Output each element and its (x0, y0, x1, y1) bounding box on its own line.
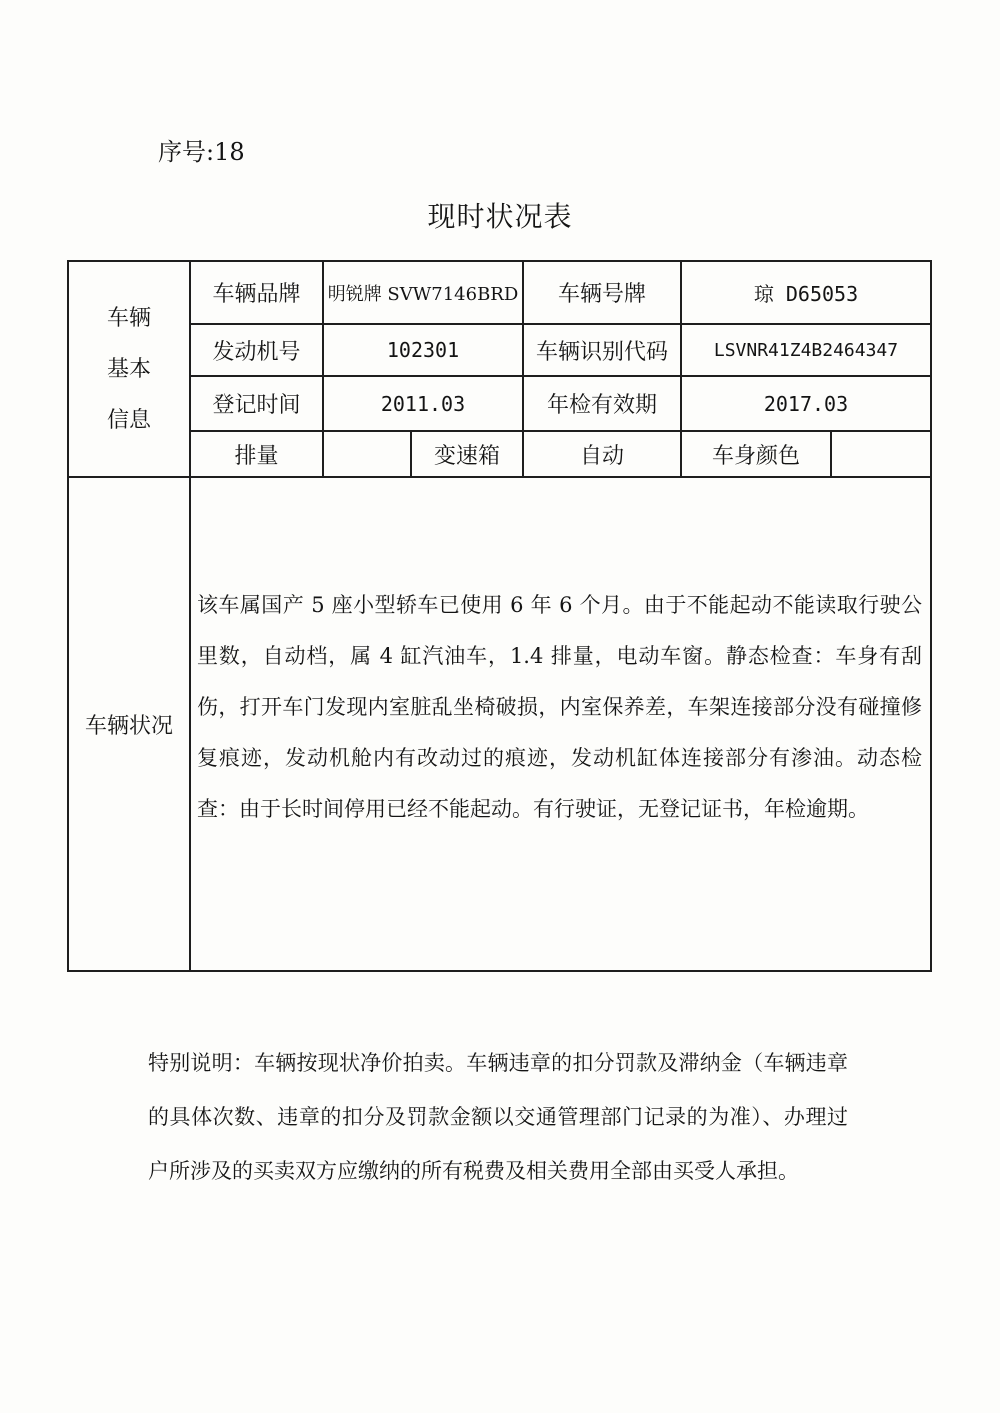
vin-value: LSVNR41Z4B2464347 (713, 339, 899, 361)
registration-label: 登记时间 (212, 393, 301, 418)
basic-info-label-line-2: 基本 (106, 356, 151, 382)
displacement-label: 排量 (234, 443, 279, 469)
vin-label: 车辆识别代码 (535, 339, 668, 365)
vehicle-status-table (67, 260, 932, 972)
special-note: 特别说明：车辆按现状净价拍卖。车辆违章的扣分罚款及滞纳金（车辆违章的具体次数、违章的扣分及罚款金额以交通管理部门记录的为准）、办理过户所涉及的买卖双方应缴纳的所有税费及相关费用全部由买受人承担。 (148, 1051, 848, 1183)
engine-label: 发动机号 (212, 339, 301, 365)
serial-number: 序号:18 (158, 138, 245, 166)
basic-info-section-label (69, 262, 189, 476)
section-divider (67, 476, 932, 478)
body-color-value (832, 432, 930, 476)
condition-description: 该车属国产 5 座小型轿车已使用 6 年 6 个月。由于不能起动不能读取行驶公里数，自动档，属 4 缸汽油车，1.4 排量，电动车窗。静态检查：车身有刮伤，打开车门发现内室脏乱坐椅破损，内室保养差，车架连接部分没有碰撞修复痕迹，发动机舱内有改动过的痕迹，发动机缸体连接部分有渗油。动态检查：由于长时间停用已经不能起动。有行驶证，无登记证书，年检逾期。 (197, 593, 922, 821)
basic-info-label-line-1: 车辆 (106, 305, 151, 331)
table-border-right (930, 260, 932, 972)
plate-label: 车辆号牌 (557, 282, 646, 307)
gearbox-label: 变速箱 (433, 443, 500, 469)
gearbox-value: 自动 (579, 443, 624, 469)
inspection-label: 年检有效期 (546, 393, 657, 418)
engine-value: 102301 (386, 338, 460, 362)
displacement-value (324, 432, 410, 476)
registration-value: 2011.03 (380, 391, 466, 416)
inspection-value: 2017.03 (763, 391, 849, 416)
plate-value: 琼 D65053 (753, 282, 859, 306)
basic-info-label-line-3: 信息 (106, 407, 151, 433)
brand-label: 车辆品牌 (212, 282, 301, 307)
table-border-bottom (67, 970, 932, 972)
condition-section-label: 车辆状况 (84, 713, 173, 739)
brand-value: 明锐牌 SVW7146BRD (327, 283, 519, 305)
body-color-label: 车身颜色 (711, 443, 800, 469)
document-title: 现时状况表 (427, 200, 573, 233)
